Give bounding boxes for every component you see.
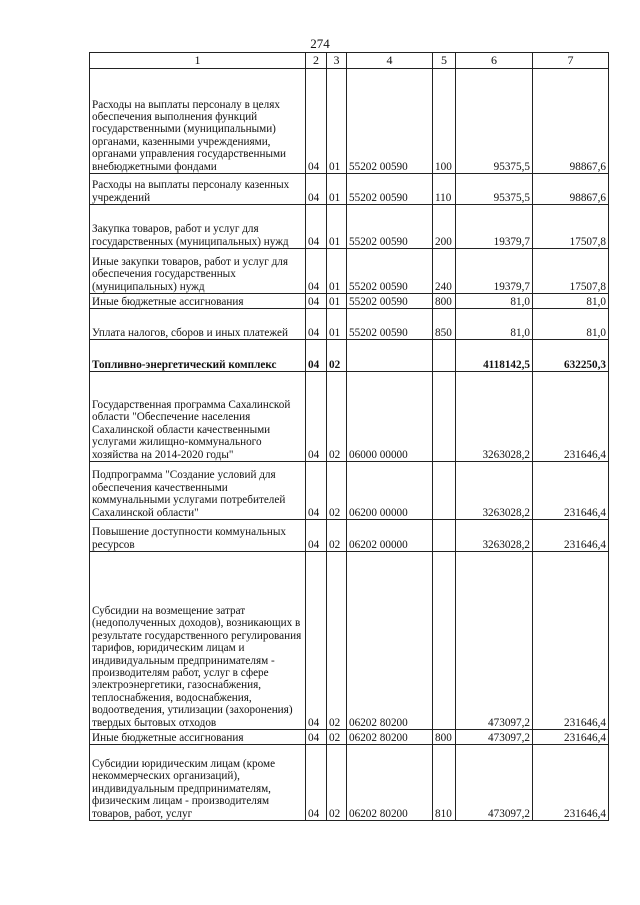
table-row xyxy=(90,249,609,294)
row-name: Иные закупки товаров, работ и услуг для обеспечения государственных (муниципальных) нужд xyxy=(90,249,306,294)
row-subsection: 01 xyxy=(327,174,347,205)
row-name: Повышение доступности коммунальных ресурсов xyxy=(90,520,306,552)
col-header-5: 5 xyxy=(433,53,456,69)
row-section: 04 xyxy=(306,294,327,309)
row-amount-7: 231646,4 xyxy=(533,552,609,730)
table-row xyxy=(90,745,609,821)
row-name: Топливно-энергетический комплекс xyxy=(90,340,306,372)
row-expense-type xyxy=(433,340,456,372)
row-expense-type: 100 xyxy=(433,69,456,174)
col-header-4: 4 xyxy=(347,53,433,69)
table-row xyxy=(90,309,609,340)
row-expense-type: 800 xyxy=(433,730,456,745)
row-section: 04 xyxy=(306,249,327,294)
row-amount-6: 473097,2 xyxy=(456,745,533,821)
row-amount-7: 231646,4 xyxy=(533,730,609,745)
row-section: 04 xyxy=(306,552,327,730)
row-name: Уплата налогов, сборов и иных платежей xyxy=(90,309,306,340)
row-target-code: 55202 00590 xyxy=(347,174,433,205)
row-section: 04 xyxy=(306,372,327,462)
row-subsection: 02 xyxy=(327,372,347,462)
col-header-2: 2 xyxy=(306,53,327,69)
row-amount-6: 19379,7 xyxy=(456,205,533,249)
table-row xyxy=(90,462,609,520)
page-number: 274 xyxy=(310,36,330,51)
row-subsection: 01 xyxy=(327,69,347,174)
row-amount-6: 95375,5 xyxy=(456,69,533,174)
row-amount-7: 632250,3 xyxy=(533,340,609,372)
row-name: Субсидии на возмещение затрат (недополученных доходов), возникающих в результате государственного регулирования тарифов, юридическим лицам и индивидуальным предпринимателям - производителям работ, услуг в сфере электроэнергетики, газоснабжения, теплоснабжения, водоснабжения, водоотведения, утилизации (захоронения) твердых бытовых отходов xyxy=(90,552,306,730)
row-target-code: 55202 00590 xyxy=(347,294,433,309)
row-subsection: 01 xyxy=(327,249,347,294)
row-subsection: 01 xyxy=(327,205,347,249)
table-body xyxy=(90,69,609,821)
row-section: 04 xyxy=(306,340,327,372)
row-name: Иные бюджетные ассигнования xyxy=(90,730,306,745)
budget-table xyxy=(89,52,609,821)
row-section: 04 xyxy=(306,520,327,552)
row-amount-7: 98867,6 xyxy=(533,174,609,205)
row-amount-7: 81,0 xyxy=(533,294,609,309)
row-name: Иные бюджетные ассигнования xyxy=(90,294,306,309)
row-target-code: 06202 00000 xyxy=(347,520,433,552)
row-target-code: 55202 00590 xyxy=(347,205,433,249)
row-name: Расходы на выплаты персоналу казенных учреждений xyxy=(90,174,306,205)
row-amount-6: 3263028,2 xyxy=(456,462,533,520)
row-expense-type xyxy=(433,462,456,520)
row-expense-type: 200 xyxy=(433,205,456,249)
table-row xyxy=(90,174,609,205)
row-amount-6: 95375,5 xyxy=(456,174,533,205)
row-amount-6: 81,0 xyxy=(456,294,533,309)
row-section: 04 xyxy=(306,730,327,745)
row-subsection: 02 xyxy=(327,745,347,821)
row-amount-7: 231646,4 xyxy=(533,745,609,821)
table-row xyxy=(90,340,609,372)
row-subsection: 02 xyxy=(327,340,347,372)
row-target-code: 06202 80200 xyxy=(347,552,433,730)
row-amount-6: 473097,2 xyxy=(456,552,533,730)
row-target-code: 06000 00000 xyxy=(347,372,433,462)
table-row xyxy=(90,552,609,730)
row-subsection: 01 xyxy=(327,309,347,340)
row-target-code: 55202 00590 xyxy=(347,69,433,174)
row-subsection: 02 xyxy=(327,730,347,745)
row-amount-7: 231646,4 xyxy=(533,520,609,552)
row-target-code xyxy=(347,340,433,372)
row-section: 04 xyxy=(306,205,327,249)
row-amount-7: 231646,4 xyxy=(533,372,609,462)
col-header-7: 7 xyxy=(533,53,609,69)
row-section: 04 xyxy=(306,174,327,205)
table-row xyxy=(90,294,609,309)
row-amount-6: 4118142,5 xyxy=(456,340,533,372)
table-row xyxy=(90,520,609,552)
row-section: 04 xyxy=(306,745,327,821)
row-expense-type: 800 xyxy=(433,294,456,309)
table-row xyxy=(90,69,609,174)
row-subsection: 01 xyxy=(327,294,347,309)
row-name: Закупка товаров, работ и услуг для государственных (муниципальных) нужд xyxy=(90,205,306,249)
row-amount-7: 81,0 xyxy=(533,309,609,340)
row-section: 04 xyxy=(306,69,327,174)
row-amount-6: 473097,2 xyxy=(456,730,533,745)
row-name: Субсидии юридическим лицам (кроме некоммерческих организаций), индивидуальным предпринимателям, физическим лицам - производителям товаров, работ, услуг xyxy=(90,745,306,821)
row-expense-type: 240 xyxy=(433,249,456,294)
row-amount-7: 231646,4 xyxy=(533,462,609,520)
row-target-code: 55202 00590 xyxy=(347,249,433,294)
row-name: Государственная программа Сахалинской области "Обеспечение населения Сахалинской области качественными услугами жилищно-коммунального хозяйства на 2014-2020 годы" xyxy=(90,372,306,462)
row-target-code: 06202 80200 xyxy=(347,745,433,821)
row-amount-7: 17507,8 xyxy=(533,249,609,294)
col-header-6: 6 xyxy=(456,53,533,69)
row-amount-6: 81,0 xyxy=(456,309,533,340)
row-amount-6: 3263028,2 xyxy=(456,372,533,462)
table-row xyxy=(90,205,609,249)
row-amount-6: 3263028,2 xyxy=(456,520,533,552)
col-header-1: 1 xyxy=(90,53,306,69)
row-section: 04 xyxy=(306,462,327,520)
row-subsection: 02 xyxy=(327,462,347,520)
row-expense-type xyxy=(433,520,456,552)
row-target-code: 06200 00000 xyxy=(347,462,433,520)
row-subsection: 02 xyxy=(327,552,347,730)
row-subsection: 02 xyxy=(327,520,347,552)
row-amount-7: 98867,6 xyxy=(533,69,609,174)
row-expense-type: 850 xyxy=(433,309,456,340)
row-expense-type: 810 xyxy=(433,745,456,821)
col-header-3: 3 xyxy=(327,53,347,69)
table-row xyxy=(90,372,609,462)
row-name: Подпрограмма "Создание условий для обеспечения качественными коммунальными услугами потребителей Сахалинской области" xyxy=(90,462,306,520)
row-amount-7: 17507,8 xyxy=(533,205,609,249)
row-amount-6: 19379,7 xyxy=(456,249,533,294)
row-name: Расходы на выплаты персоналу в целях обеспечения выполнения функций государственными (муниципальными) органами, казенными учреждениями, органами управления государственными внебюджетными фондами xyxy=(90,69,306,174)
row-expense-type xyxy=(433,552,456,730)
row-target-code: 55202 00590 xyxy=(347,309,433,340)
row-expense-type: 110 xyxy=(433,174,456,205)
table-row xyxy=(90,730,609,745)
row-section: 04 xyxy=(306,309,327,340)
header-row xyxy=(90,53,609,69)
row-target-code: 06202 80200 xyxy=(347,730,433,745)
row-expense-type xyxy=(433,372,456,462)
